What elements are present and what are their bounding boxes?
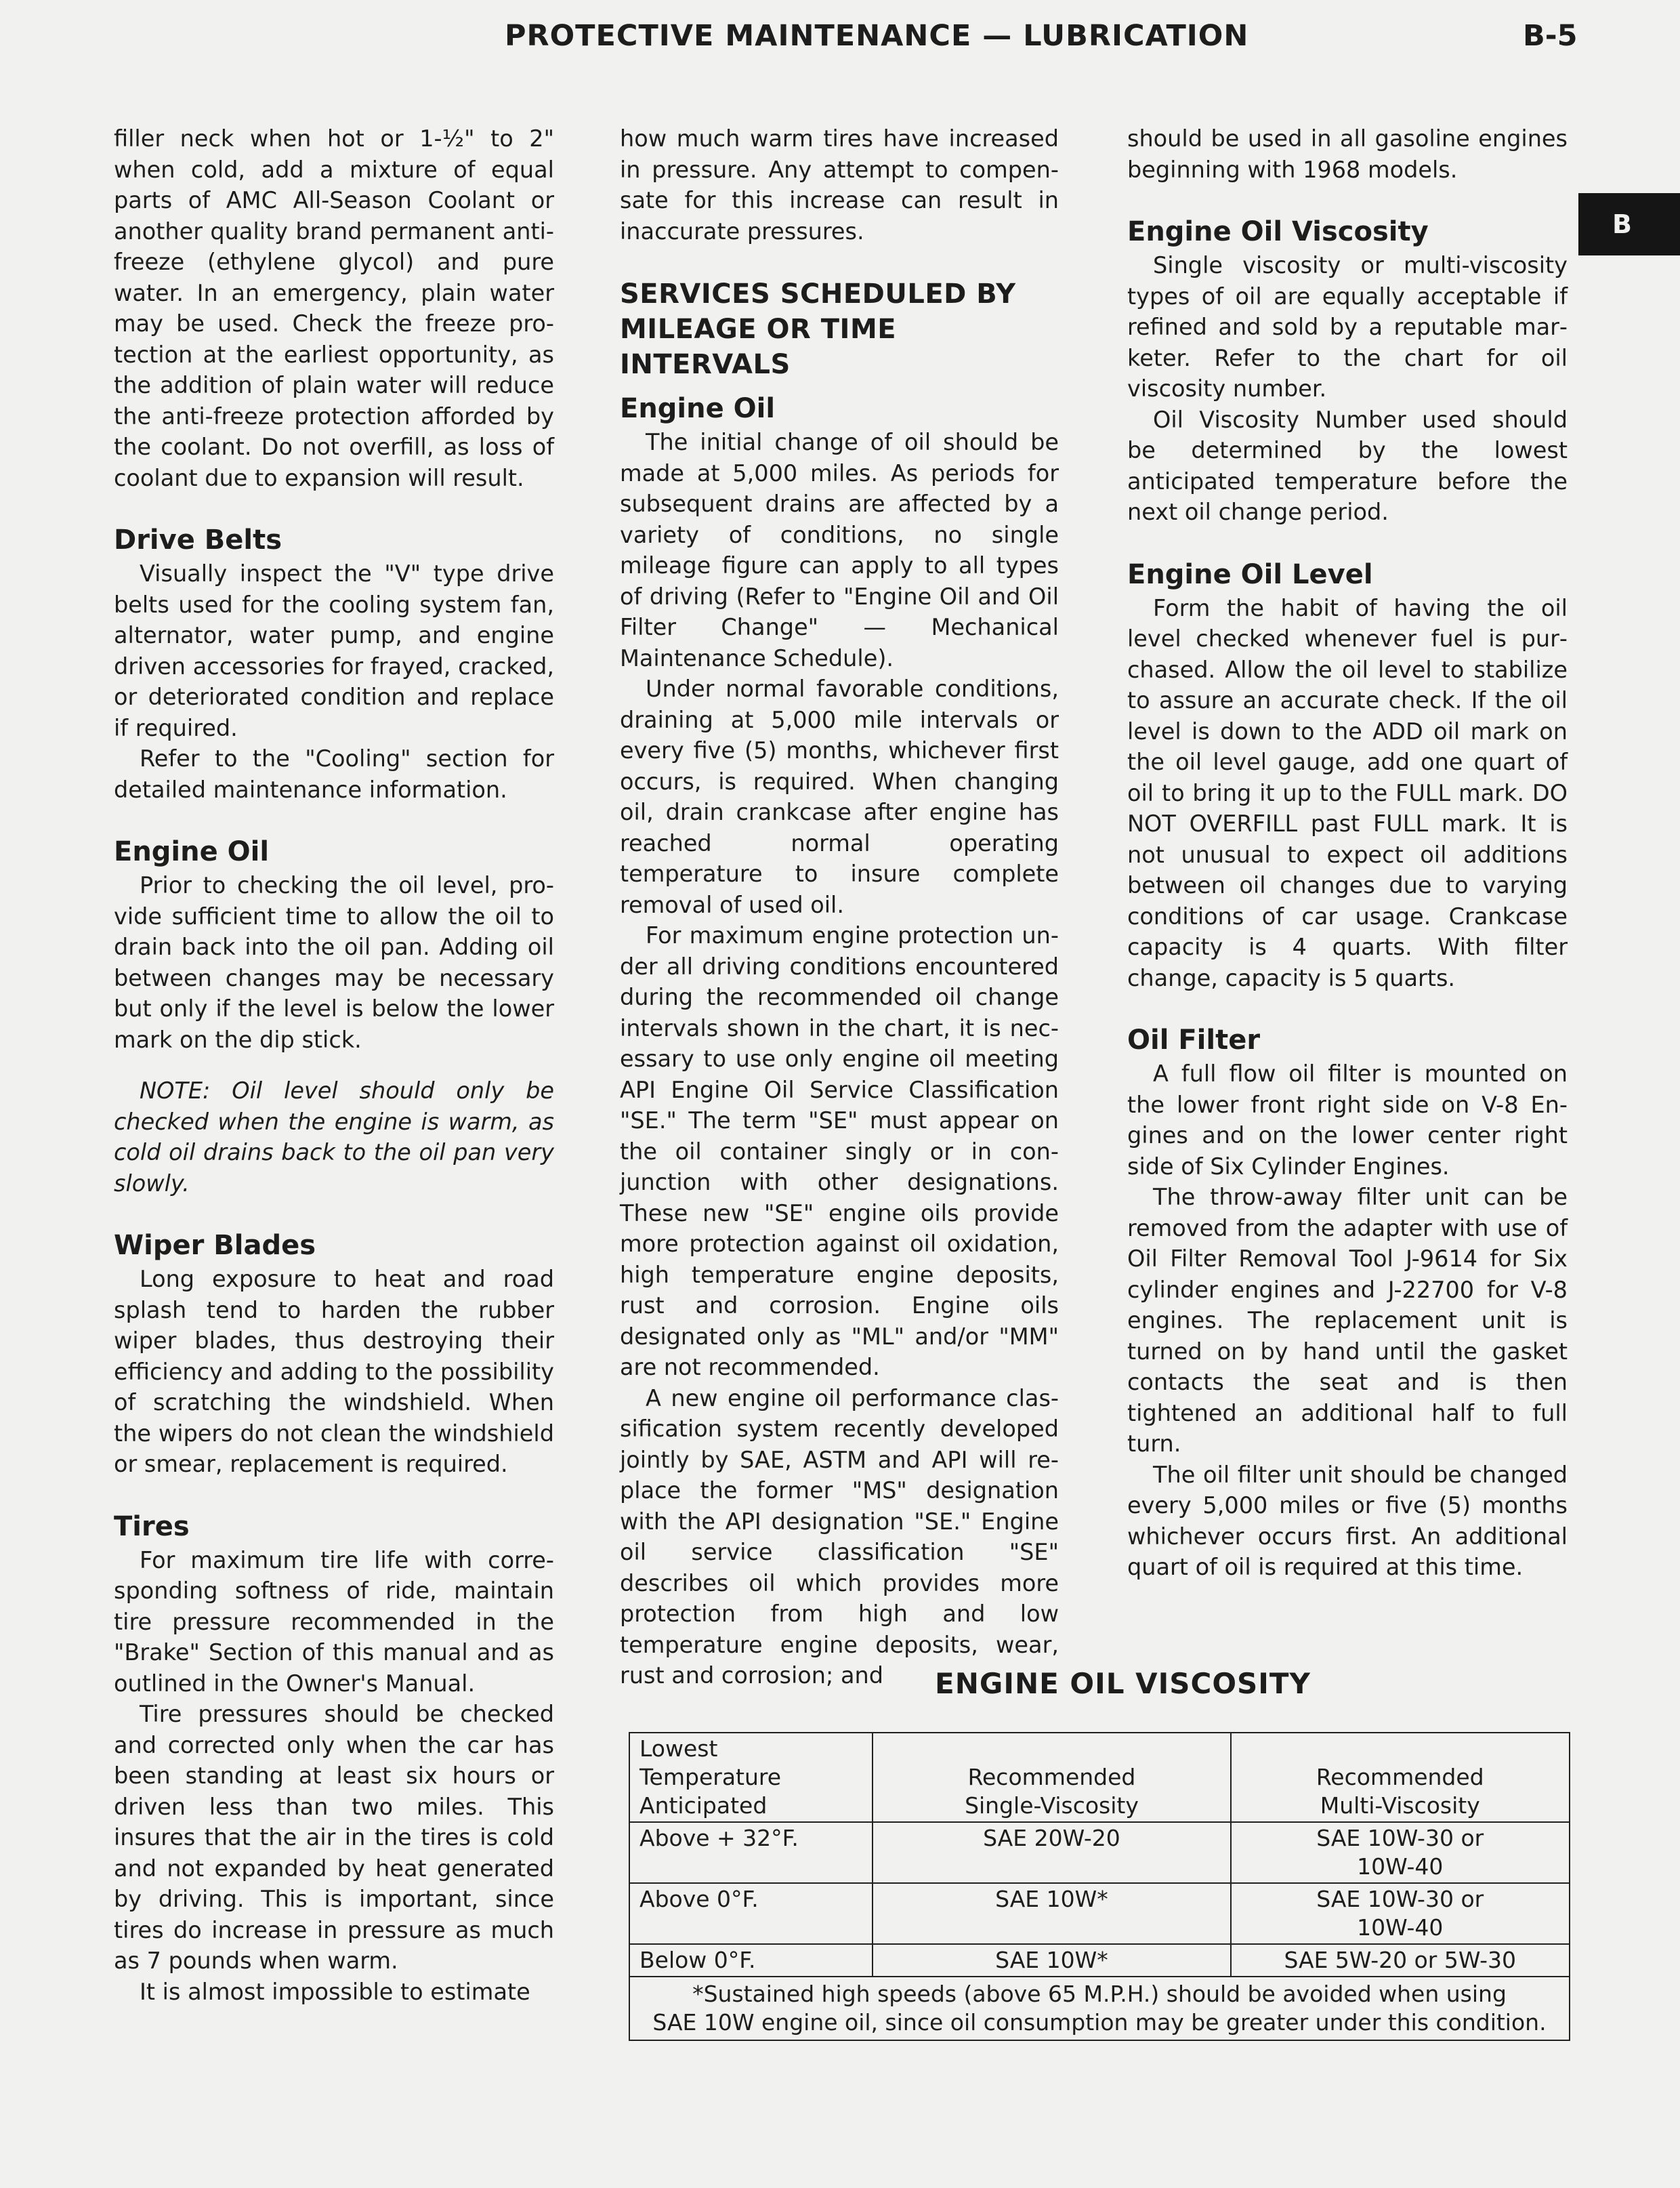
cell-text: SAE 10W-30 or [1316, 1825, 1484, 1851]
section-heading-drive-belts: Drive Belts [114, 524, 282, 556]
section-heading-engine-oil: Engine Oil [620, 393, 776, 424]
table-row [629, 1822, 1570, 1883]
paragraph: A new engine oil performance classification system recently developed jointly by SAE, ASTM and API will replace the former "MS" designation with the API designation "SE." Engine oil service classification "SE" describes oil which provides more protection from high and low temperature engine deposits, wear, rust and corrosion; and [620, 1384, 1059, 1689]
engine-oil-viscosity-table [629, 1732, 1570, 2041]
table-row [629, 1944, 1570, 1977]
single-viscosity-cell: SAE 10W* [873, 1944, 1230, 1977]
multi-viscosity-cell [1231, 1822, 1570, 1883]
column-2 [620, 123, 1059, 1691]
footnote-text: *Sustained high speeds (above 65 M.P.H.) should be avoided when using [692, 1981, 1507, 2007]
section-heading-engine-oil-viscosity: Engine Oil Viscosity [1127, 216, 1429, 247]
section-heading-services-scheduled: SERVICES SCHEDULED BY MILEAGE OR TIME INTERVALS [620, 278, 1016, 380]
table-header-row [629, 1733, 1570, 1822]
footnote-text: SAE 10W engine oil, since oil consumption may be greater under this condition. [652, 2009, 1547, 2036]
paragraph: The initial change of oil should be made at 5,000 miles. As periods for subsequent drains are affected by a variety of conditions, no single mileage figure can apply to all types of driving (Refer to "Engine Oil and Oil Filter Change" — Mechanical Maintenance Schedule). [620, 429, 1059, 672]
table-footnote-row [629, 1977, 1570, 2040]
header-text: Multi-Viscosity [1320, 1792, 1480, 1819]
paragraph: Tire pressures should be checked and corrected only when the car has been standing at least six hours or driven less than two miles. This insures that the air in the tires is cold and not expanded by heat generated by driving. This is important, since tires do increase in pressure as much as 7 pounds when warm. [114, 1701, 554, 1974]
paragraph: The oil filter unit should be changed every 5,000 miles or five (5) months whichever occurs first. An additional quart of oil is required at this time. [1127, 1461, 1568, 1580]
column-1 [114, 123, 554, 2007]
header-cell-single-viscosity [873, 1733, 1230, 1822]
paragraph: Prior to checking the oil level, provide sufficient time to allow the oil to drain back into the oil pan. Adding oil between changes may be necessary but only if the level is below the lower mark on the dip stick. [114, 872, 554, 1053]
paragraph: A full flow oil filter is mounted on the lower front right side on V-8 Engines and on the lower center right side of Six Cylinder Engines. [1127, 1060, 1568, 1180]
header-text: Recommended [1316, 1764, 1484, 1790]
multi-viscosity-cell [1231, 1883, 1570, 1944]
note-paragraph: NOTE: Oil level should only be checked when the engine is warm, as cold oil drains back to the oil pan very slowly. [114, 1077, 554, 1197]
page-header [0, 19, 1680, 66]
page-title: PROTECTIVE MAINTENANCE — LUBRICATION [505, 19, 1249, 53]
header-text: Single-Viscosity [965, 1792, 1139, 1819]
section-heading-oil-filter: Oil Filter [1127, 1025, 1261, 1056]
section-tab: B [1578, 193, 1680, 255]
paragraph: It is almost impossible to estimate [140, 1978, 530, 2005]
paragraph: should be used in all gasoline engines beginning with 1968 models. [1127, 125, 1568, 183]
cell-text: 10W-40 [1357, 1914, 1444, 1941]
paragraph: The throw-away filter unit can be removed from the adapter with use of Oil Filter Removal Tool J-9614 for Six cylinder engines and J-22700 for V-8 engines. The replacement unit is turned on by hand until the gasket contacts the seat and is then tightened an additional half to full turn. [1127, 1184, 1568, 1457]
section-heading-engine-oil: Engine Oil [114, 836, 270, 867]
page-number: B-5 [1523, 19, 1578, 53]
header-text: Lowest [639, 1735, 718, 1762]
table-title: ENGINE OIL VISCOSITY [935, 1667, 1311, 1700]
section-heading-engine-oil-level: Engine Oil Level [1127, 558, 1373, 590]
section-heading-wiper-blades: Wiper Blades [114, 1230, 316, 1261]
paragraph: Refer to the "Cooling" section for detailed maintenance information. [114, 745, 554, 803]
paragraph: For maximum tire life with corresponding softness of ride, maintain tire pressure recommended in the "Brake" Section of this manual and as outlined in the Owner's Manual. [114, 1546, 554, 1697]
paragraph: Single viscosity or multi-viscosity types of oil are equally acceptable if refined and sold by a reputable marketer. Refer to the chart for oil viscosity number. [1127, 252, 1568, 402]
temp-cell: Above + 32°F. [629, 1822, 873, 1883]
header-text: Temperature [639, 1764, 782, 1790]
paragraph: how much warm tires have increased in pressure. Any attempt to compensate for this increase can result in inaccurate pressures. [620, 125, 1059, 245]
cell-text: 10W-40 [1357, 1853, 1444, 1880]
paragraph: For maximum engine protection under all driving conditions encountered during the recommended oil change intervals shown in the chart, it is necessary to use only engine oil meeting API Engine Oil Service Classification "SE." The term "SE" must appear on the oil container singly or in conjunction with other designations. These new "SE" engine oils provide more protection against oil oxidation, high temperature engine deposits, rust and corrosion. Engine oils designated only as "ML" and/or "MM" are not recommended. [620, 922, 1059, 1380]
single-viscosity-cell: SAE 20W-20 [873, 1822, 1230, 1883]
header-text: Recommended [967, 1764, 1136, 1790]
table-footnote [629, 1977, 1570, 2040]
single-viscosity-cell: SAE 10W* [873, 1883, 1230, 1944]
header-cell-temperature [629, 1733, 873, 1822]
paragraph: Long exposure to heat and road splash tend to harden the rubber wiper blades, thus destroying their efficiency and adding to the possibility of scratching the windshield. When the wipers do not clean the windshield or smear, replacement is required. [114, 1266, 554, 1477]
temp-cell: Below 0°F. [629, 1944, 873, 1977]
paragraph: Form the habit of having the oil level checked whenever fuel is purchased. Allow the oil level to stabilize to assure an accurate check. If the oil level is down to the ADD oil mark on the oil level gauge, add one quart of oil to bring it up to the FULL mark. DO NOT OVERFILL past FULL mark. It is not unusual to expect oil additions between oil changes due to varying conditions of car usage. Crankcase capacity is 4 quarts. With filter change, capacity is 5 quarts. [1127, 594, 1568, 991]
paragraph: Oil Viscosity Number used should be determined by the lowest anticipated temperature before the next oil change period. [1127, 406, 1568, 525]
cell-text: SAE 10W-30 or [1316, 1886, 1484, 1912]
multi-viscosity-cell: SAE 5W-20 or 5W-30 [1231, 1944, 1570, 1977]
paragraph: Under normal favorable conditions, draining at 5,000 mile intervals or every five (5) months, whichever first occurs, is required. When changing oil, drain crankcase after engine has reached normal operating temperature to insure complete removal of used oil. [620, 676, 1059, 918]
column-3 [1127, 123, 1568, 1583]
paragraph: Visually inspect the "V" type drive belts used for the cooling system fan, alternator, water pump, and engine driven accessories for frayed, cracked, or deteriorated condition and replace if required. [114, 560, 554, 741]
header-cell-multi-viscosity [1231, 1733, 1570, 1822]
section-heading-tires: Tires [114, 1510, 190, 1542]
paragraph: filler neck when hot or 1-½" to 2" when cold, add a mixture of equal parts of AMC All-Season Coolant or another quality brand permanent antifreeze (ethylene glycol) and pure water. In an emergency, plain water may be used. Check the freeze protection at the earliest opportunity, as the addition of plain water will reduce the anti-freeze protection afforded by the coolant. Do not overfill, as loss of coolant due to expansion will result. [114, 125, 554, 491]
header-text: Anticipated [639, 1792, 768, 1819]
table-row [629, 1883, 1570, 1944]
temp-cell: Above 0°F. [629, 1883, 873, 1944]
